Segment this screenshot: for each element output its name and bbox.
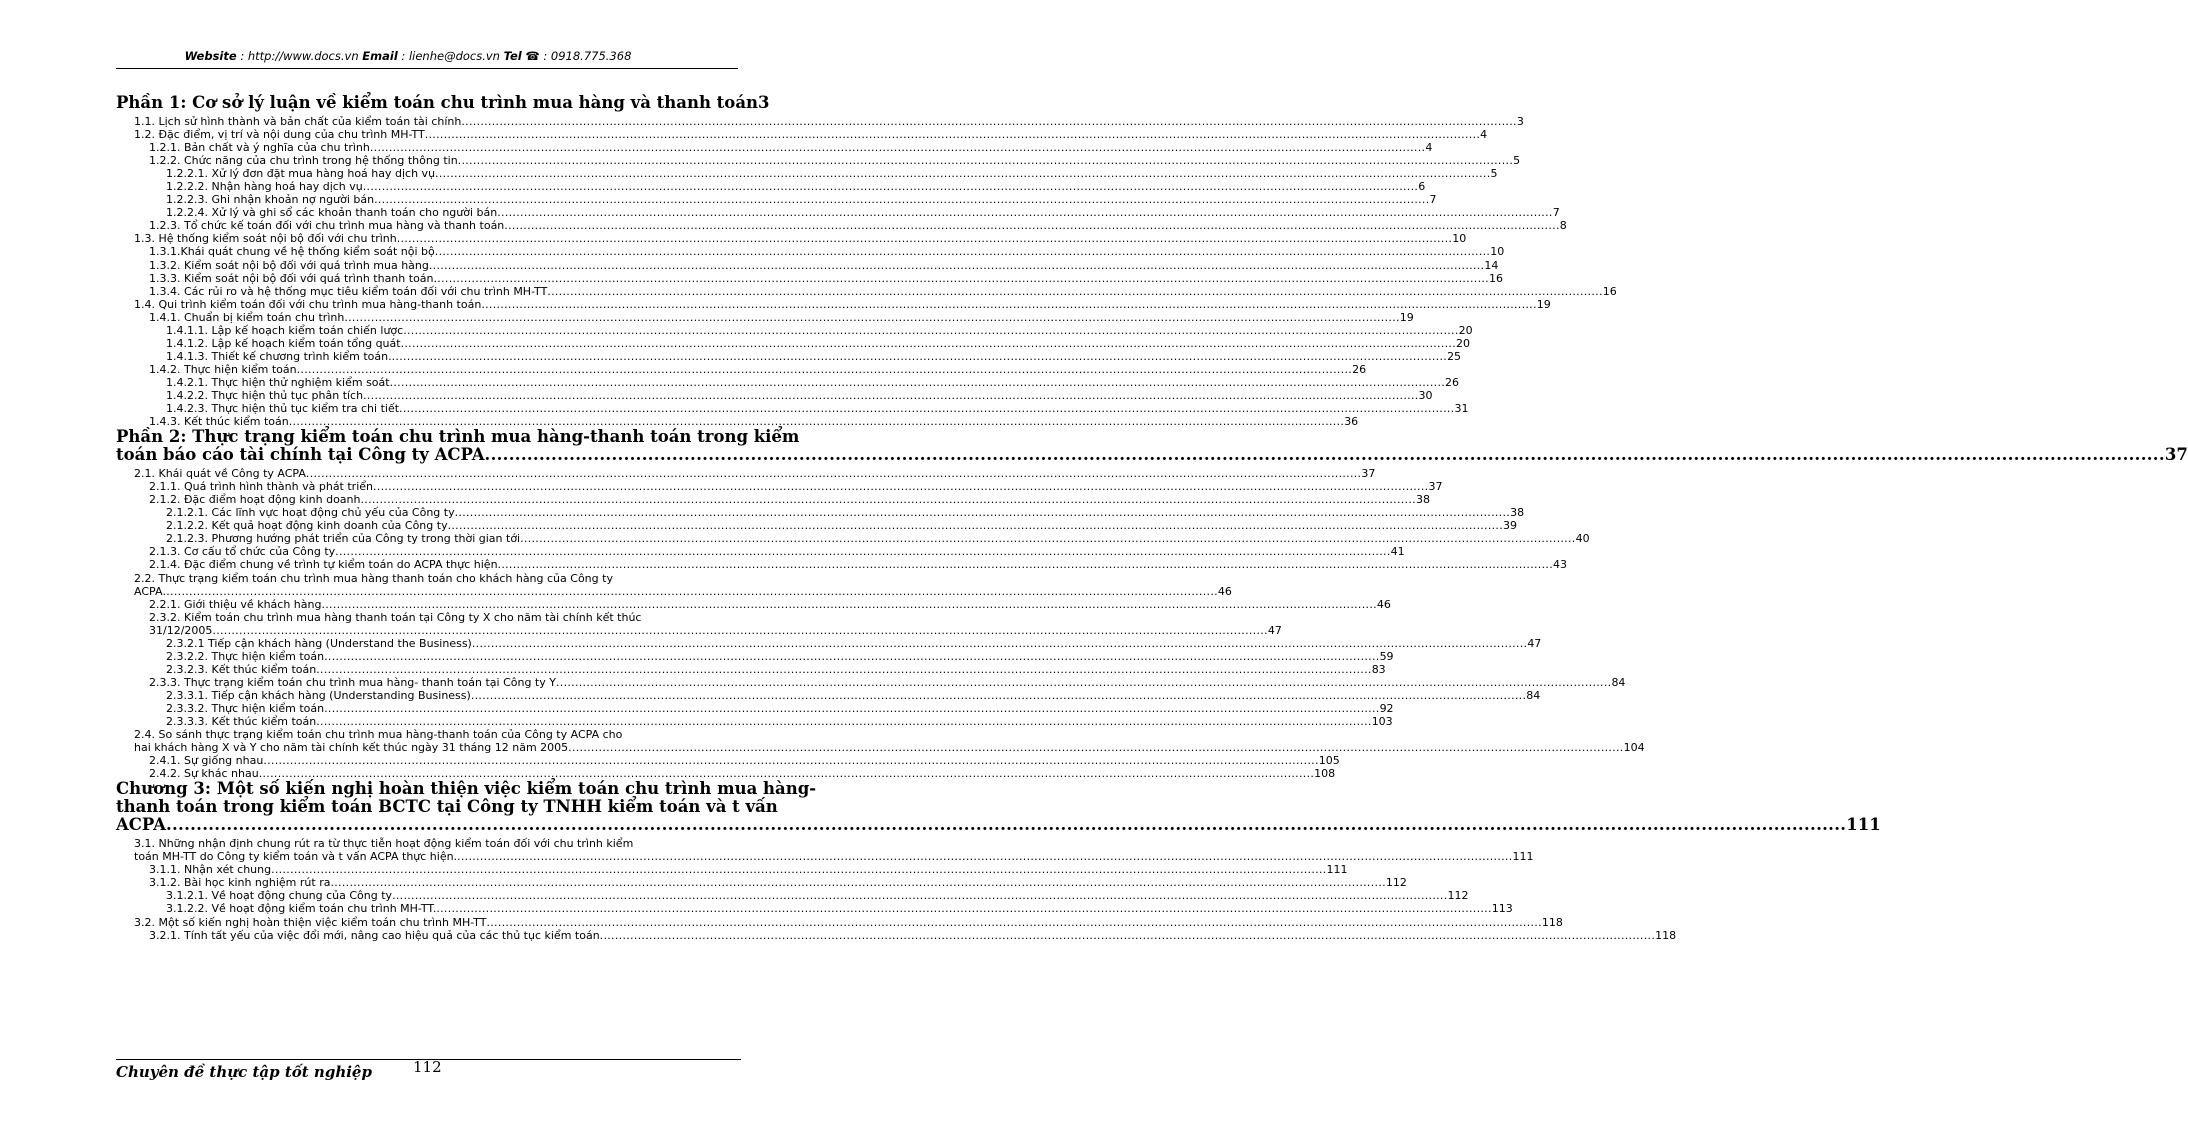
toc-entry[interactable]: 3.1.1. Nhận xét chung ..... 111 — [116, 863, 738, 876]
toc-entry[interactable]: 3.1.2.2. Về hoạt động kiểm toán chu trình MH-TT. ..... 113 — [116, 902, 738, 915]
toc-entry[interactable]: 2.1.2.2. Kết quả hoạt động kinh doanh của Công ty ..... 39 — [116, 519, 738, 532]
toc-entry[interactable]: 1.2.1. Bản chất và ý nghĩa của chu trình ..... 4 — [116, 141, 738, 154]
toc-entry[interactable]: 2.1.3. Cơ cấu tổ chức của Công ty ..... 41 — [116, 545, 738, 558]
toc-entry[interactable]: 2.3.3.3. Kết thúc kiểm toán ..... 103 — [116, 715, 738, 728]
toc-entry[interactable]: 2.3.2.2. Thực hiện kiểm toán ..... 59 — [116, 650, 738, 663]
toc-entry[interactable]: 1.4.3. Kết thúc kiểm toán ..... 36 — [116, 415, 738, 428]
toc-entry[interactable]: 1.4.1.3. Thiết kế chương trình kiểm toán. ..... 25 — [116, 350, 738, 363]
email-link[interactable]: : lienhe@docs.vn — [397, 49, 504, 63]
toc-part-heading-cont[interactable]: thanh toán trong kiểm toán BCTC tại Công ty TNHH kiểm toán và t vấn — [116, 797, 778, 817]
tel-label: Tel — [503, 49, 522, 63]
toc-entry[interactable]: 2.2. Thực trạng kiểm toán chu trình mua hàng thanh toán cho khách hàng của Công ty — [134, 571, 613, 585]
phone-icon: ☎ — [525, 49, 540, 63]
toc-entry[interactable]: 3.2.1. Tính tất yếu của việc đổi mới, nâng cao hiệu quả của các thủ tục kiểm toán ..... 118 — [116, 929, 738, 942]
toc-entry[interactable]: 1.2.3. Tổ chức kế toán đối với chu trình mua hàng và thanh toán ..... 8 — [116, 219, 738, 232]
toc-entry[interactable]: 3.1. Những nhận định chung rút ra từ thực tiễn hoạt động kiểm toán đối với chu trình kiểm — [134, 837, 634, 851]
toc-entry[interactable]: 1.2.2.4. Xử lý và ghi sổ các khoản thanh toán cho người bán ..... 7 — [116, 206, 738, 219]
toc-entry[interactable]: 2.1. Khái quát về Công ty ACPA ..... 37 — [116, 467, 738, 480]
toc-entry[interactable]: 2.4. So sánh thực trạng kiểm toán chu trình mua hàng-thanh toán của Công ty ACPA cho — [134, 728, 623, 742]
tel-value: : 0918.775.368 — [539, 49, 632, 63]
toc-entry[interactable]: 1.3.4. Các rủi ro và hệ thống mục tiêu kiểm toán đối với chu trình MH-TT ..... 16 — [116, 285, 738, 298]
toc-part-heading[interactable]: Phần 1: Cơ sở lý luận về kiểm toán chu trình mua hàng và thanh toán 3 — [116, 93, 770, 112]
page-number: 112 — [413, 1058, 442, 1076]
toc-entry[interactable]: 1.4.1. Chuẩn bị kiểm toán chu trình ..... 19 — [116, 311, 738, 324]
toc-entry[interactable]: 1.4.2. Thực hiện kiểm toán ..... 26 — [116, 363, 738, 376]
toc-entry[interactable]: 1.2.2.3. Ghi nhận khoản nợ người bán ..... 7 — [116, 193, 738, 206]
toc-part-heading-cont[interactable]: ACPA ..... 111 — [116, 816, 738, 836]
toc-entry[interactable]: 2.1.4. Đặc điểm chung về trình tự kiểm toán do ACPA thực hiện ..... 43 — [116, 558, 738, 571]
toc-entry[interactable]: 1.1. Lịch sử hình thành và bản chất của kiểm toán tài chính ..... 3 — [116, 115, 738, 128]
toc-entry[interactable]: toán MH-TT do Công ty kiểm toán và t vấn ACPA thực hiện. ..... 111 — [116, 850, 738, 863]
toc-section-part2a — [116, 467, 1590, 572]
toc-entry[interactable]: 3.1.2. Bài học kinh nghiệm rút ra ..... 112 — [116, 876, 738, 889]
toc-entry[interactable]: 1.4. Qui trình kiểm toán đối với chu trình mua hàng-thanh toán ..... 19 — [116, 298, 738, 311]
toc-entry[interactable]: 2.1.2.1. Các lĩnh vực hoạt động chủ yếu của Công ty ..... 38 — [116, 506, 738, 519]
toc-entry[interactable]: 1.4.1.1. Lập kế hoạch kiểm toán chiến lược ..... 20 — [116, 324, 738, 337]
toc-entry[interactable]: 31/12/2005 ..... 47 — [116, 624, 738, 637]
toc-entry[interactable]: 2.4.1. Sự giống nhau ..... 105 — [116, 754, 738, 767]
toc-entry[interactable]: 1.3.1.Khái quát chung về hệ thống kiểm soát nội bộ ..... 10 — [116, 245, 738, 258]
toc-section-part1 — [116, 115, 1617, 429]
toc-entry[interactable]: 1.3.3. Kiểm soát nội bộ đối với quá trình thanh toán ..... 16 — [116, 272, 738, 285]
toc-section-part3 — [116, 863, 1677, 942]
toc-entry[interactable]: 1.2.2. Chức năng của chu trình trong hệ thống thông tin ..... 5 — [116, 154, 738, 167]
toc-section-part2b — [116, 636, 1626, 729]
toc-entry[interactable]: 2.3.3. Thực trạng kiểm toán chu trình mua hàng- thanh toán tại Công ty Y ..... 84 — [116, 676, 738, 689]
toc-entry[interactable]: 1.4.2.1. Thực hiện thử nghiệm kiểm soát ..... 26 — [116, 376, 738, 389]
table-of-contents — [116, 93, 2188, 942]
email-label: Email — [362, 49, 398, 63]
toc-entry[interactable]: 1.2.2.2. Nhận hàng hoá hay dịch vụ ..... 6 — [116, 180, 738, 193]
toc-section-part2c — [116, 754, 1340, 781]
toc-entry[interactable]: 1.2. Đặc điểm, vị trí và nội dung của chu trình MH-TT ..... 4 — [116, 128, 738, 141]
toc-entry[interactable]: 2.2.1. Giới thiệu về khách hàng ..... 46 — [116, 598, 738, 611]
website-link[interactable]: : http://www.docs.vn — [236, 49, 363, 63]
toc-entry[interactable]: 2.3.3.2. Thực hiện kiểm toán ..... 92 — [116, 702, 738, 715]
toc-entry[interactable]: 1.4.2.3. Thực hiện thủ tục kiểm tra chi tiết ..... 31 — [116, 402, 738, 415]
toc-entry[interactable]: 2.4.2. Sự khác nhau ..... 108 — [116, 767, 738, 780]
toc-entry[interactable]: 2.1.1. Quá trình hình thành và phát triển ..... 37 — [116, 480, 738, 493]
toc-entry[interactable]: 2.3.2.1 Tiếp cận khách hàng (Understand the Business) ..... 47 — [116, 637, 738, 650]
toc-entry[interactable]: 1.3. Hệ thống kiểm soát nội bộ đối với chu trình ..... 10 — [116, 232, 738, 245]
toc-part-heading[interactable]: Chương 3: Một số kiến nghị hoàn thiện việc kiểm toán chu trình mua hàng- — [116, 779, 817, 799]
toc-entry[interactable]: 3.1.2.1. Về hoạt động chung của Công ty ..... 112 — [116, 889, 738, 902]
toc-entry[interactable]: 2.3.3.1. Tiếp cận khách hàng (Understanding Business) ..... 84 — [116, 689, 738, 702]
toc-entry[interactable]: 1.3.2. Kiểm soát nội bộ đối với quá trình mua hàng ..... 14 — [116, 259, 738, 272]
toc-entry[interactable]: 2.1.2. Đặc điểm hoạt động kinh doanh ..... 38 — [116, 493, 738, 506]
footer-title: Chuyên đề thực tập tốt nghiệp — [116, 1063, 372, 1081]
toc-part-heading-cont[interactable]: toán báo cáo tài chính tại Công ty ACPA ..... 37 — [116, 446, 738, 466]
website-label: Website — [184, 49, 237, 63]
header-divider — [116, 68, 738, 69]
toc-entry[interactable]: 2.3.2.3. Kết thúc kiểm toán ..... 83 — [116, 663, 738, 676]
toc-entry[interactable]: 2.3.2. Kiểm toán chu trình mua hàng thanh toán tại Công ty X cho năm tài chính kết thúc — [149, 610, 642, 624]
toc-part-heading[interactable]: Phần 2: Thực trạng kiểm toán chu trình mua hàng-thanh toán trong kiểm — [116, 427, 800, 447]
toc-entry[interactable]: hai khách hàng X và Y cho năm tài chính kết thúc ngày 31 tháng 12 năm 2005 ..... 104 — [116, 741, 738, 754]
page-header — [0, 49, 816, 63]
toc-entry[interactable]: ACPA ..... 46 — [116, 585, 738, 598]
toc-entry[interactable]: 2.1.2.3. Phương hướng phát triển của Công ty trong thời gian tới ..... 40 — [116, 532, 738, 545]
toc-entry[interactable]: 3.2. Một số kiến nghị hoàn thiện việc kiểm toán chu trình MH-TT ..... 118 — [116, 916, 738, 929]
toc-entry[interactable]: 1.4.1.2. Lập kế hoạch kiểm toán tổng quát ..... 20 — [116, 337, 738, 350]
toc-entry[interactable]: 1.2.2.1. Xử lý đơn đặt mua hàng hoá hay dịch vụ ..... 5 — [116, 167, 738, 180]
toc-entry[interactable]: 1.4.2.2. Thực hiện thủ tục phân tích ..... 30 — [116, 389, 738, 402]
